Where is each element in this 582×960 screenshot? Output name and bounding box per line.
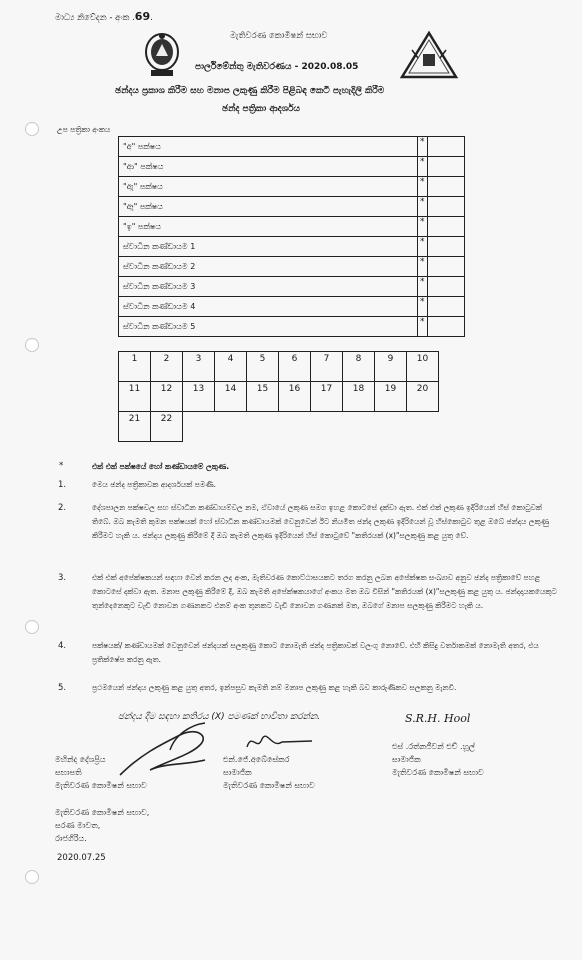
preference-number-cell: 18 [343, 382, 375, 412]
ballot-row-symbol: * [418, 217, 428, 237]
preference-number-grid [118, 351, 439, 442]
address-line-2: සරණ මාවත, [55, 821, 101, 830]
empty-cell [279, 412, 311, 442]
preference-number-cell: 12 [151, 382, 183, 412]
empty-cell [375, 412, 407, 442]
ballot-row-symbol: * [418, 317, 428, 337]
ballot-row-symbol: * [418, 237, 428, 257]
ballot-row-symbol: * [418, 157, 428, 177]
number-grid-row [119, 352, 439, 382]
preference-number-cell: 7 [311, 352, 343, 382]
ballot-row [119, 277, 465, 297]
preference-number-cell: 22 [151, 412, 183, 442]
title-line-2: ඡන්ද පත්‍රිකා ආදර්ශය [222, 104, 300, 114]
ballot-row-label: ස්වාධීන කණ්ඩායම 5 [119, 317, 418, 337]
empty-cell [215, 412, 247, 442]
election-line: පාර්ලිමේන්තු මැතිවරණය - 2020.08.05 [195, 62, 359, 72]
preference-number-cell: 10 [407, 352, 439, 382]
sig1-org: මැතිවරණ කොමිෂන් සභාව [55, 781, 147, 790]
notes-heading: එක් එක් පක්ෂයේ හෝ කණ්ඩායමේ ලකුණ. [92, 462, 230, 471]
sig3-name: එස් .රත්නජීවන් එච් .හූල් [392, 742, 475, 751]
ref-number: 69 [134, 10, 151, 23]
empty-cell [343, 412, 375, 442]
preference-number-cell: 19 [375, 382, 407, 412]
document-date: 2020.07.25 [57, 853, 106, 863]
ballot-party-table [118, 136, 465, 337]
note-num-3: 3. [58, 573, 67, 583]
commission-name: මැතිවරණ කොමිෂන් සභාව [230, 31, 328, 41]
punch-hole [25, 122, 39, 136]
ballot-row-label: ස්වාධීන කණ්ඩායම 4 [119, 297, 418, 317]
note-num-5: 5. [58, 683, 67, 693]
preference-number-cell: 1 [119, 352, 151, 382]
signature-block-2 [223, 753, 315, 792]
serial-label: උප පත්‍රිකා අංකය [57, 125, 111, 134]
ballot-row [119, 257, 465, 277]
ballot-row-label: "ආ" පක්ෂය [119, 157, 418, 177]
note-num-4: 4. [58, 641, 67, 651]
preference-number-cell: 8 [343, 352, 375, 382]
title-line-1: ඡන්දය ප්‍රකාශ කිරීම සහ මනාප ලකුණු කිරීම පිළිබඳ කෙටි පැහැදිලි කිරීම [115, 86, 385, 96]
ballot-vote-box [427, 317, 464, 337]
note-num-1: 1. [58, 480, 67, 490]
ballot-row-label: ස්වාධීන කණ්ඩායම 1 [119, 237, 418, 257]
preference-number-cell: 16 [279, 382, 311, 412]
address-line-3: රාජගිරිය. [55, 834, 87, 843]
note-text-1: මෙය ඡන්ද පත්‍රිකාවක ආදර්ශයක් පමණි. [92, 480, 217, 489]
ballot-vote-box [427, 277, 464, 297]
ballot-row [119, 137, 465, 157]
ballot-row-symbol: * [418, 137, 428, 157]
ballot-row-label: "ඈ" පක්ෂය [119, 197, 418, 217]
ballot-vote-box [427, 177, 464, 197]
signature-block-3 [392, 740, 484, 779]
ballot-vote-box [427, 137, 464, 157]
ballot-row [119, 217, 465, 237]
number-grid-row [119, 412, 439, 442]
sig2-org: මැතිවරණ කොමිෂන් සභාව [223, 781, 315, 790]
ballot-vote-box [427, 197, 464, 217]
ballot-vote-box [427, 297, 464, 317]
punch-hole [25, 338, 39, 352]
punch-hole [25, 870, 39, 884]
preference-number-cell: 9 [375, 352, 407, 382]
italic-note: ඡන්දය දීම සඳහා කතිරය (X) පමණක් භාවිතා කරන්න. [118, 712, 321, 722]
ballot-row-symbol: * [418, 177, 428, 197]
ballot-row [119, 237, 465, 257]
number-grid-row [119, 382, 439, 412]
sig2-title: සාමාජික [223, 768, 252, 777]
ref-label: මාධ්‍ය නිවේදන - අංක .69. [55, 10, 153, 23]
sig2-name: එන්.ජේ.අබේසේකර [223, 755, 290, 764]
signature-3-handwriting: S.R.H. Hool [405, 712, 471, 725]
preference-number-cell: 2 [151, 352, 183, 382]
signature-block-1 [55, 753, 147, 792]
empty-cell [247, 412, 279, 442]
ballot-row-label: ස්වාධීන කණ්ඩායම 2 [119, 257, 418, 277]
ballot-vote-box [427, 217, 464, 237]
ballot-row [119, 157, 465, 177]
sig1-name: මහින්ද දේශප්‍රිය [55, 755, 106, 764]
note-text-5: ප්‍රථමයෙන් ඡන්දය ලකුණු කළ යුතු අතර, ඉන්පසුව කැමති නම් මනාප ලකුණු කළ හැකි බව කාරුණිකව සලකනු මැනවි. [92, 683, 457, 692]
ballot-row-symbol: * [418, 297, 428, 317]
ballot-row [119, 317, 465, 337]
ballot-vote-box [427, 157, 464, 177]
footer-address [55, 806, 149, 845]
empty-cell [183, 412, 215, 442]
ballot-vote-box [427, 257, 464, 277]
empty-cell [311, 412, 343, 442]
preference-number-cell: 17 [311, 382, 343, 412]
empty-cell [407, 412, 439, 442]
preference-number-cell: 20 [407, 382, 439, 412]
note-text-2: දේශපාලන පක්ෂවල සහ ස්වාධීන කණ්ඩායම්වල නම, ඒවායේ ලකුණ සමග ඉහළ කොටසේ දක්වා ඇත. එක් එක් ලකුණ ඉදිරියෙන් හිස් කොටුවක් තිබේ. ඔබ කැමති කුමන පක්ෂයක් හෝ ස්වාධීන කණ්ඩායමක් වෙනුවෙන් ඊට නියමිත ඡන්ද ලකුණ ඉදිරියෙන් වූ හිස්කොටුව තුළ ඔබේ ඡන්දය ලකුණු කිරීමට හැකි ය. ඡන්දය ලකුණු කිරීමේ දී ඔබ කැමති ලකුණ ඉදිරියෙන් හිස් කොටුවේ "කතිරයක් (x)"සලකුණු කළ යුතු වේ. [92, 503, 550, 540]
preference-number-cell: 13 [183, 382, 215, 412]
preference-number-cell: 11 [119, 382, 151, 412]
ballot-row-label: "අ" පක්ෂය [119, 137, 418, 157]
notes-bullet: * [59, 461, 64, 471]
ballot-row-label: ස්වාධීන කණ්ඩායම 3 [119, 277, 418, 297]
preference-number-cell: 3 [183, 352, 215, 382]
ballot-row [119, 297, 465, 317]
note-num-2: 2. [58, 503, 67, 513]
ballot-row-label: "ඇ" පක්ෂය [119, 177, 418, 197]
ballot-row-symbol: * [418, 257, 428, 277]
ballot-vote-box [427, 237, 464, 257]
note-text-3: එක් එක් අපේක්ෂකයන් සඳහා වෙන් කරන ලද අංක, මැතිවරණ කොට්ඨාසයකට තරග කරනු ලබන අපේක්ෂක සංඛ්‍යාව අනුව ඡන්ද පත්‍රිකාවේ පහළ කොටසේ දක්වා ඇත. මනාප ලකුණු කිරීමේ දී, ඔබ කැමති අපේක්ෂකයාගේ අංකය මත ඔබ විසින් "කතිරයක් (x)"සලකුණු කළ යුතු ය. ඡන්දදායකයෙකුට තුන්දෙනෙකුට වැඩි නොවන ගණනකට එනම් අංක තුනකට වැඩි නොවන ගණනක් මත, ඔබගේ මනාප සලකුණු කිරීමට හැකි ය. [92, 573, 557, 610]
punch-hole [25, 620, 39, 634]
preference-number-cell: 21 [119, 412, 151, 442]
sri-lanka-emblem-icon [143, 32, 181, 78]
preference-number-cell: 14 [215, 382, 247, 412]
ballot-row [119, 177, 465, 197]
sig3-org: මැතිවරණ කොමිෂන් සභාව [392, 768, 484, 777]
note-text-4: පක්ෂයක්/ කණ්ඩායමක් වෙනුවෙන් ඡන්දයක් සලකුණු කොට නොමැති ඡන්ද පත්‍රිකාවක් වලංගු නොවේ. එහි කිසිදු වර්තාකමක් නොමැති අතර, එය ප්‍රතික්ෂේප කරනු ඇත. [92, 641, 539, 664]
preference-number-cell: 5 [247, 352, 279, 382]
ballot-row-symbol: * [418, 197, 428, 217]
ballot-row-symbol: * [418, 277, 428, 297]
address-line-1: මැතිවරණ කොමිෂන් සභාව, [55, 808, 150, 817]
sig1-title: සභාපති [55, 768, 82, 777]
preference-number-cell: 6 [279, 352, 311, 382]
preference-number-cell: 15 [247, 382, 279, 412]
preference-number-cell: 4 [215, 352, 247, 382]
election-commission-logo-icon [398, 30, 460, 82]
ballot-row-label: "ඉ" පක්ෂය [119, 217, 418, 237]
sig3-title: සාමාජික [392, 755, 421, 764]
ballot-row [119, 197, 465, 217]
